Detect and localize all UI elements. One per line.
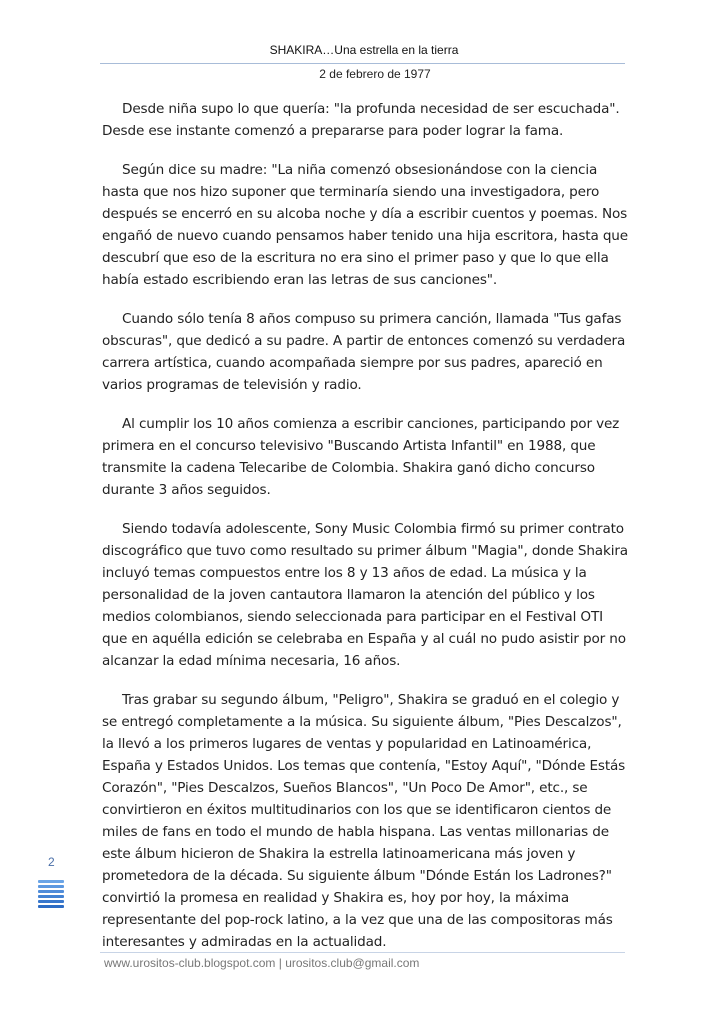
decoration-bar xyxy=(38,900,64,903)
paragraph: Cuando sólo tenía 8 años compuso su primera canción, llamada "Tus gafas obscuras", que dedicó a su padre. A partir de entonces comenzó su verdadera carrera artística, cuando acompañada siempre por sus padres, apareció en varios programas de televisión y radio. xyxy=(102,311,626,393)
paragraph: Según dice su madre: "La niña comenzó obsesionándose con la ciencia hasta que nos hizo suponer que terminaría siendo una investigadora, pero después se encerró en su alcoba noche y día a escribir cuentos y poemas. Nos engañó de nuevo cuando pensamos haber tenido una hija escritora, hasta que descubrí que eso de la escritura no era sino el primer paso y que lo que ella había estado escribiendo eran las letras de sus canciones". xyxy=(102,162,628,288)
decoration-bar xyxy=(38,885,64,888)
decoration-bar xyxy=(38,895,64,898)
header-title: SHAKIRA…Una estrella en la tierra xyxy=(269,43,459,57)
decoration-bar xyxy=(38,905,64,908)
paragraph: Al cumplir los 10 años comienza a escribir canciones, participando por vez primera en el concurso televisivo "Buscando Artista Infantil" en 1988, que transmite la cadena Telecaribe de Colombia. Shakira ganó dicho concurso durante 3 años seguidos. xyxy=(102,416,620,498)
body-text xyxy=(102,98,630,970)
paragraph: Siendo todavía adolescente, Sony Music Colombia firmó su primer contrato discográfico que tuvo como resultado su primer álbum "Magia", donde Shakira incluyó temas compuestos entre los 8 y 13 años de edad. La música y la personalidad de la joven cantautora llamaron la atención del público y los medios colombianos, siendo seleccionada para participar en el Festival OTI que en aquélla edición se celebraba en España y al cuál no pudo asistir por no alcanzar la edad mínima necesaria, 16 años. xyxy=(102,521,628,669)
page-number: 2 xyxy=(48,855,55,869)
paragraph: Desde niña supo lo que quería: "la profunda necesidad de ser escuchada". Desde ese instante comenzó a prepararse para poder lograr la fama. xyxy=(102,101,620,139)
decoration-bar xyxy=(38,890,64,893)
header-rule xyxy=(100,63,625,64)
header-date: 2 de febrero de 1977 xyxy=(319,67,431,81)
decoration-bar xyxy=(38,880,64,883)
page-number-decoration xyxy=(38,880,64,910)
footer-rule xyxy=(100,952,625,953)
footer-text: www.urositos-club.blogspot.com | urositos.club@gmail.com xyxy=(104,956,420,970)
paragraph: Tras grabar su segundo álbum, "Peligro", Shakira se graduó en el colegio y se entregó completamente a la música. Su siguiente álbum, "Pies Descalzos", la llevó a los primeros lugares de ventas y popularidad en Latinoamérica, España y Estados Unidos. Los temas que contenía, "Estoy Aquí", "Dónde Estás Corazón", "Pies Descalzos, Sueños Blancos", "Un Poco De Amor", etc., se convirtieron en éxitos multitudinarios con los que se identificaron cientos de miles de fans en todo el mundo de habla hispana. Las ventas millonarias de este álbum hicieron de Shakira la estrella latinoamericana más joven y prometedora de la década. Su siguiente álbum "Dónde Están los Ladrones?" convirtió la promesa en realidad y Shakira es, hoy por hoy, la máxima representante del pop-rock latino, a la vez que una de las compositoras más interesantes y admiradas en la actualidad. xyxy=(102,692,626,950)
